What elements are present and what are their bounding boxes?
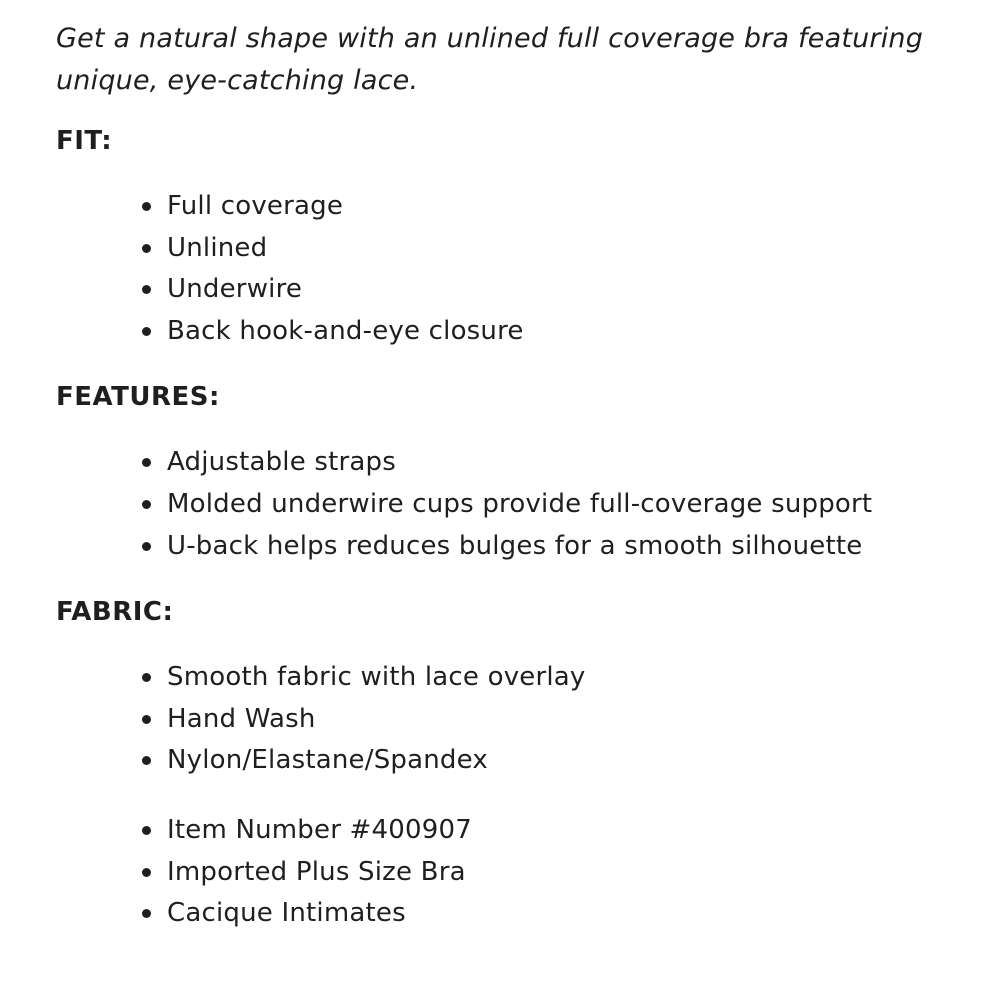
features-list bbox=[56, 442, 976, 567]
list-item bbox=[140, 526, 976, 568]
fabric-heading: FABRIC: bbox=[56, 597, 174, 628]
bullet-icon bbox=[142, 909, 151, 918]
product-description bbox=[56, 18, 976, 935]
fabric-list bbox=[56, 657, 976, 782]
bullet-icon bbox=[142, 244, 151, 253]
list-item bbox=[140, 699, 976, 741]
brand-name: Cacique Intimates bbox=[167, 898, 406, 929]
list-item-text: Imported Plus Size Bra bbox=[167, 856, 466, 887]
list-item bbox=[140, 186, 976, 228]
list-item-text: Unlined bbox=[167, 232, 268, 263]
list-item bbox=[140, 657, 976, 699]
list-item-text: Adjustable straps bbox=[167, 447, 397, 478]
bullet-icon bbox=[142, 542, 151, 551]
intro-text: Get a natural shape with an unlined full coverage bra featuring unique, eye-catching lace. bbox=[56, 23, 924, 96]
list-item-text: Nylon/Elastane/Spandex bbox=[167, 745, 488, 776]
bullet-icon bbox=[142, 715, 151, 724]
bullet-icon bbox=[142, 327, 151, 336]
bullet-icon bbox=[142, 458, 151, 467]
list-item-text: Underwire bbox=[167, 274, 303, 305]
list-item bbox=[140, 740, 976, 782]
bullet-icon bbox=[142, 826, 151, 835]
item-number: Item Number #400907 bbox=[167, 814, 472, 845]
list-item bbox=[140, 442, 976, 484]
list-item bbox=[140, 852, 976, 894]
list-item bbox=[140, 228, 976, 270]
details-list bbox=[56, 810, 976, 935]
bullet-icon bbox=[142, 756, 151, 765]
list-item bbox=[140, 810, 976, 852]
list-item bbox=[140, 311, 976, 353]
list-item-text: U-back helps reduces bulges for a smooth silhouette bbox=[167, 530, 863, 561]
fit-list bbox=[56, 186, 976, 352]
features-heading: FEATURES: bbox=[56, 382, 220, 413]
list-item bbox=[140, 484, 976, 526]
list-item-text: Back hook-and-eye closure bbox=[167, 315, 524, 346]
list-item-text: Full coverage bbox=[167, 191, 344, 221]
bullet-icon bbox=[142, 202, 151, 211]
fit-heading: FIT: bbox=[56, 126, 113, 156]
list-item bbox=[140, 893, 976, 935]
list-item-text: Molded underwire cups provide full-coverage support bbox=[167, 488, 873, 519]
bullet-icon bbox=[142, 285, 151, 294]
bullet-icon bbox=[142, 673, 151, 682]
bullet-icon bbox=[142, 500, 151, 509]
list-item bbox=[140, 269, 976, 311]
bullet-icon bbox=[142, 868, 151, 877]
list-item-text: Smooth fabric with lace overlay bbox=[167, 662, 586, 693]
list-item-text: Hand Wash bbox=[167, 703, 316, 734]
